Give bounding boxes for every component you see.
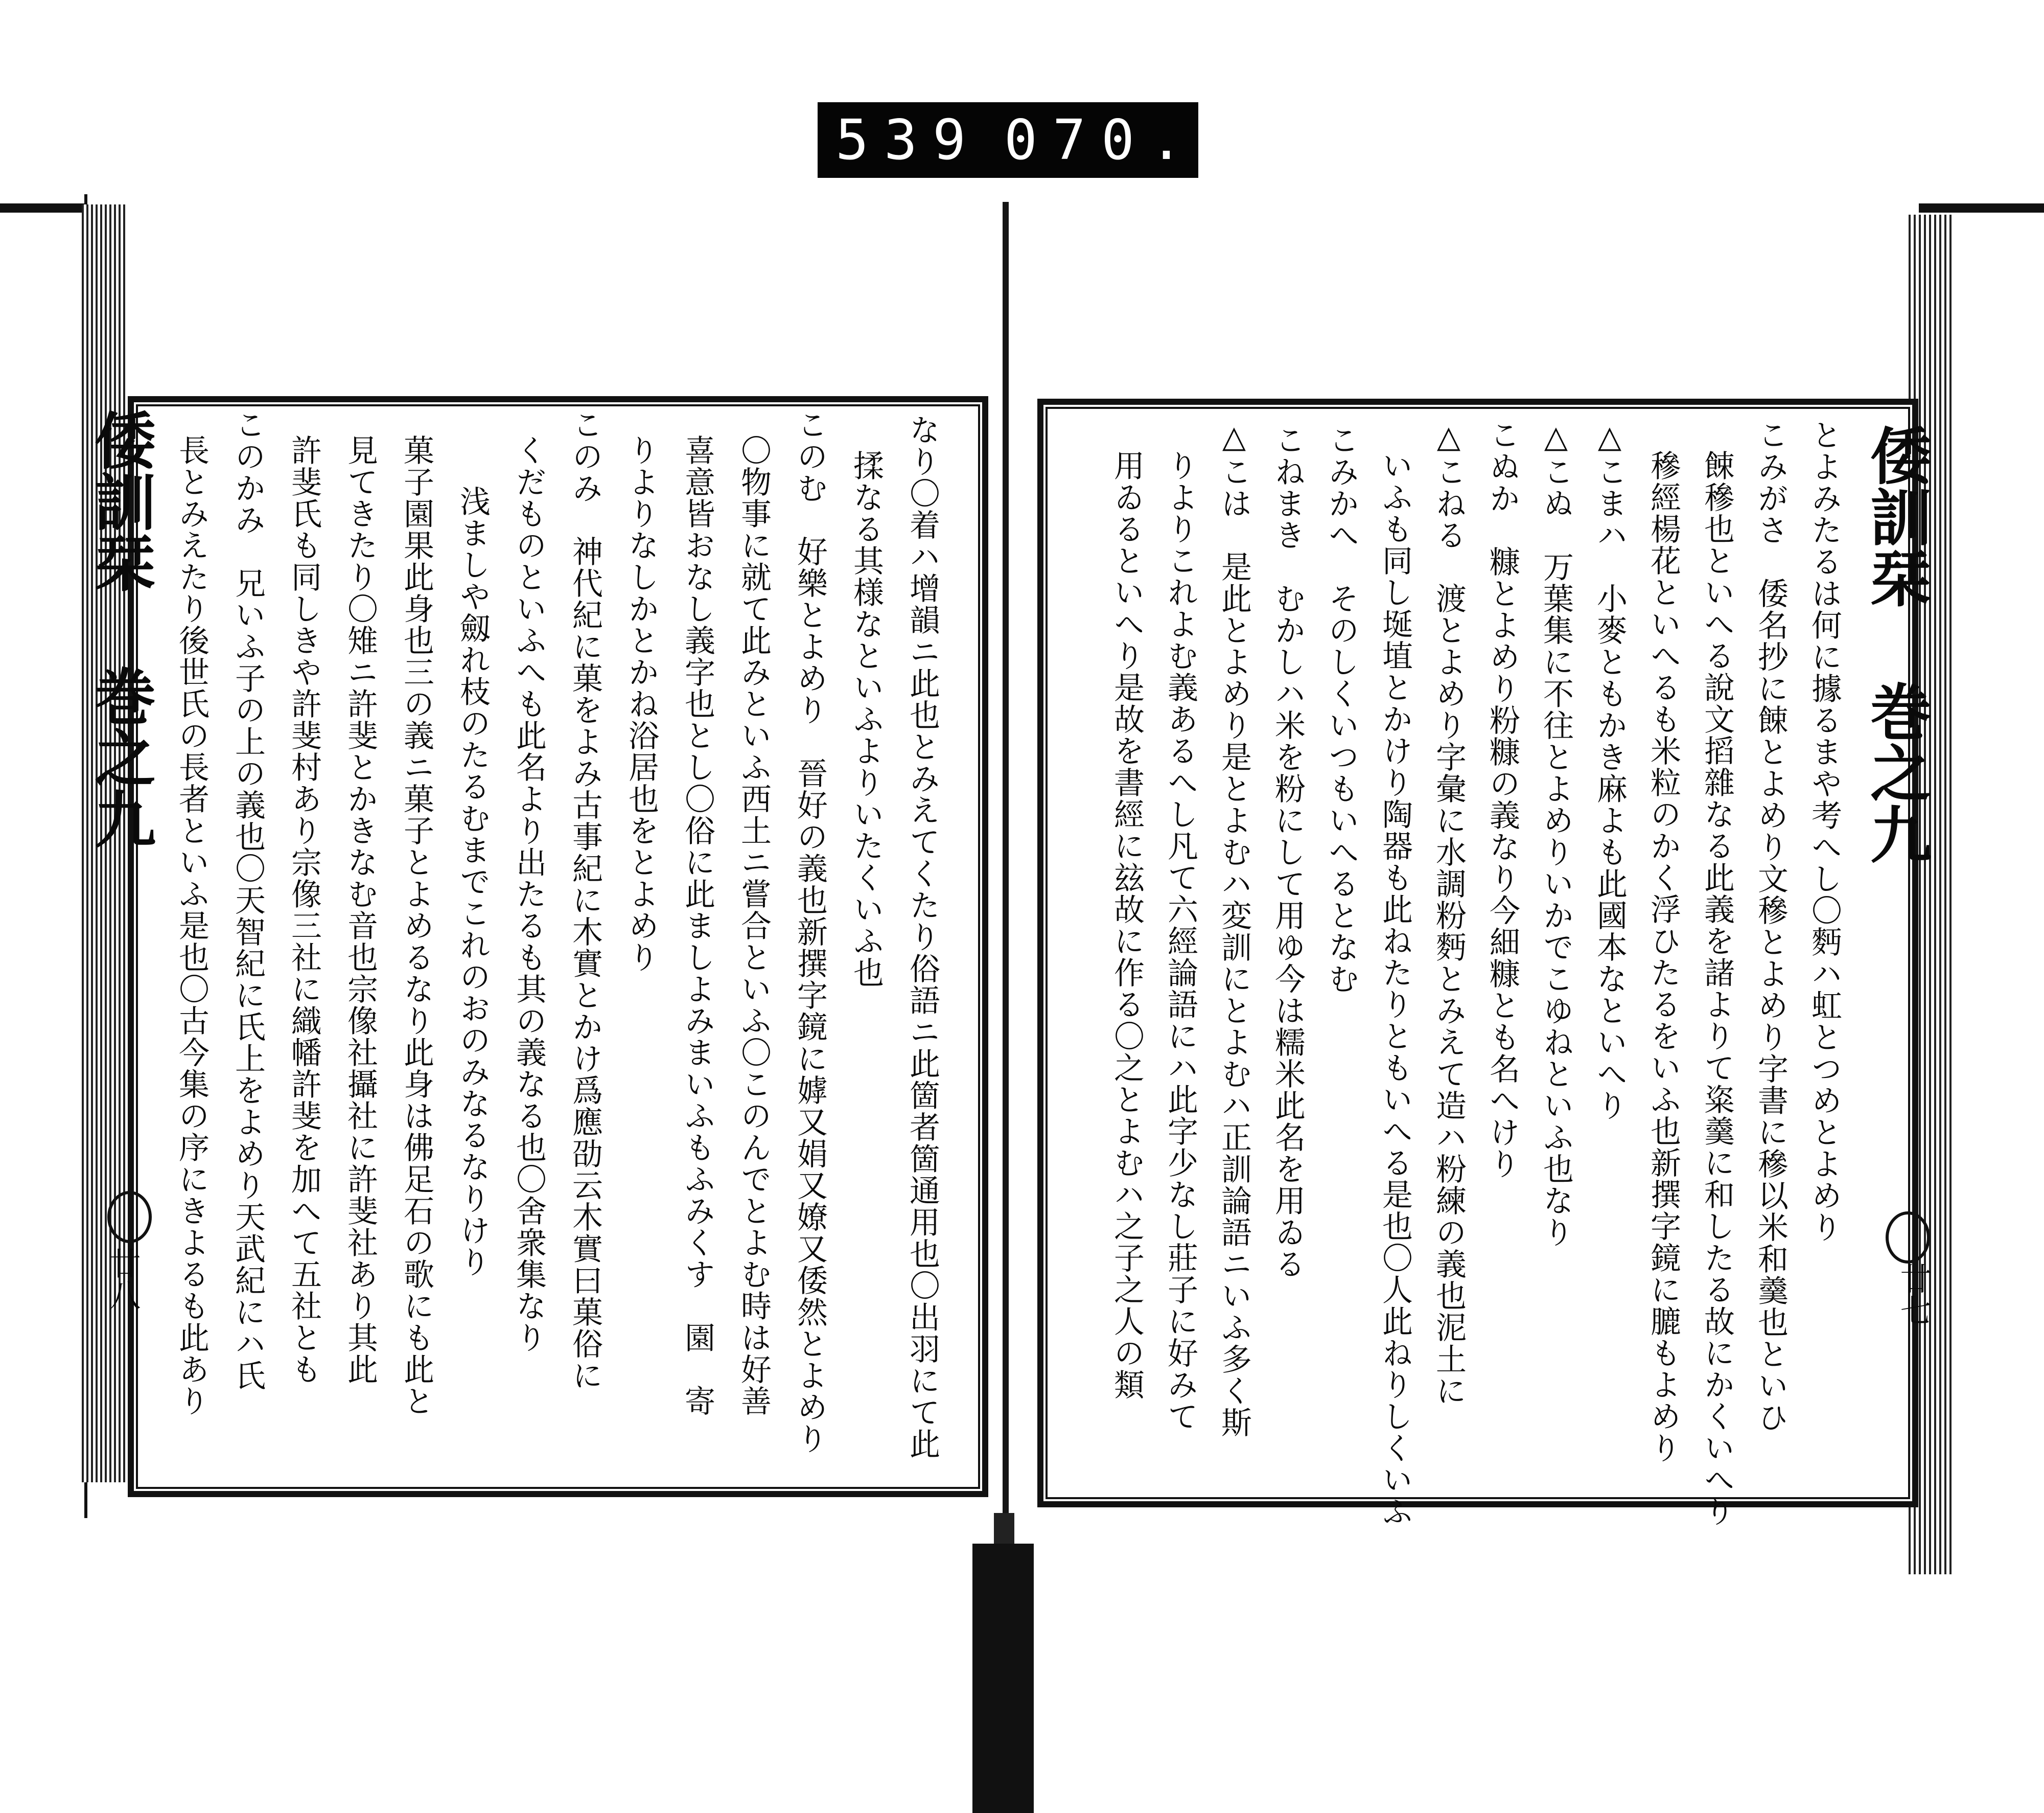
right-folio: 廿七 <box>1895 1263 1932 1326</box>
left-folio: 廿八 <box>104 1247 141 1311</box>
right-running-title-text: 倭訓栞 <box>1860 424 1932 608</box>
right-folio-circle <box>1886 1211 1930 1264</box>
text-column: △こまハ 小麥ともかき麻よも此國本なといへり <box>1592 419 1628 1121</box>
text-column: このむ 好樂とよめり 晉好の義也新撰字鏡に嫭又娟又嫽又倭然とよめり <box>792 409 828 1455</box>
text-column: 喜意皆おなし義字也とし〇俗に此ましよみまいふもふみくす 園 寄 <box>680 434 715 1417</box>
text-column: 〇物事に就て此みといふ西土ニ嘗合といふ〇このんでとよむ時は好善 <box>736 434 772 1417</box>
catalog-number-label <box>818 102 1198 178</box>
text-column: このみ 神代紀に菓をよみ古事紀に木實とかけ爲應劭云木實曰菓俗に <box>567 409 603 1391</box>
text-column: 見てきたり〇雉ニ許斐とかきなむ音也宗像社攝社に許斐社あり其此 <box>342 434 378 1385</box>
text-column: くだものといふへも此名より出たるも其の義なる也〇舍衆集なり <box>511 434 547 1353</box>
text-column: こねまき むかしハ米を粉にして用ゆ今は糯米此名を用ゐる <box>1270 424 1306 1280</box>
text-column: こみかへ そのしくいつもいへるとなむ <box>1323 424 1359 995</box>
text-column: 餗穇也といへる說文搯雜なる此義を諸よりて粢羹に和したる故にかくいへり <box>1699 450 1735 1527</box>
text-column: 許斐氏も同しきや許斐村あり宗像三社に織幡許斐を加へて五社とも <box>286 434 322 1385</box>
text-column: こみがさ 倭名抄に餗とよめり文穇とよめり字書に穇以米和羹也といひ <box>1753 419 1788 1433</box>
text-column: とよみたるは何に據るまや考へし〇麪ハ虹とつめとよめり <box>1806 419 1842 1243</box>
text-column: △こは 是此とよめり是とよむハ変訓にとよむハ正訓論語ニいふ多く斯 <box>1216 419 1252 1438</box>
text-column: 穇經楊花といへるも米粒のかく浮ひたるをいふ也新撰字鏡に膔もよめり <box>1645 450 1681 1464</box>
catalog-number-right: 070. <box>1004 108 1198 172</box>
left-running-title-text: 倭訓栞 <box>84 409 156 593</box>
text-column: 菓子園果此身也三の義ニ菓子とよめるなり此身は佛足石の歌にも此と <box>399 434 434 1417</box>
book-gutter <box>1003 202 1009 1531</box>
catalog-number-left: 539 <box>835 108 982 172</box>
text-column: りよりなしかとかね浴居也をとよめり <box>623 434 659 973</box>
left-folio-circle <box>107 1191 152 1243</box>
text-column: こぬか 糠とよめり粉糠の義なり今細糠とも名へけり <box>1484 419 1520 1180</box>
text-column: 揉なる其様なといふよりいたくいふ也 <box>848 450 884 989</box>
text-column: このかみ 兄いふ子の上の義也〇天智紀に氏上をよめり天武紀にハ氏 <box>230 409 266 1391</box>
text-column: いふも同し埏埴とかけり陶器も此ねたりともいへる是也〇人此ねりしくいふ <box>1377 450 1413 1527</box>
right-running-title-suffix: 巻之九 <box>1860 680 1932 864</box>
text-column: 用ゐるといへり是故を書經に玆故に作る〇之とよむハ之子之人の類 <box>1109 450 1145 1401</box>
text-column: りよりこれよむ義あるへし凡て六經論語にハ此字少なし莊子に好みて <box>1163 450 1198 1432</box>
text-column: △こねる 渡とよめり字彙に水調粉麪とみえて造ハ粉練の義也泥土に <box>1431 419 1467 1407</box>
text-column: 浅ましや劔れ枝のたるむまでこれのおのみなるなりけり <box>455 486 491 1278</box>
right-running-title <box>1860 424 1932 864</box>
left-running-title <box>84 409 156 849</box>
text-column: なり〇着ハ增韻ニ此也とみえてくたり俗語ニ此箇者箇通用也〇出羽にて此 <box>904 414 940 1460</box>
text-column: 長とみえたり後世氏の長者といふ是也〇古今集の序にきよるも此あり <box>174 434 210 1417</box>
text-column: △こぬ 万葉集に不往とよめりいかでこゆねといふ也なり <box>1538 419 1574 1248</box>
binding-cord <box>972 1544 1034 1813</box>
left-running-title-suffix: 巻之九 <box>84 665 156 849</box>
